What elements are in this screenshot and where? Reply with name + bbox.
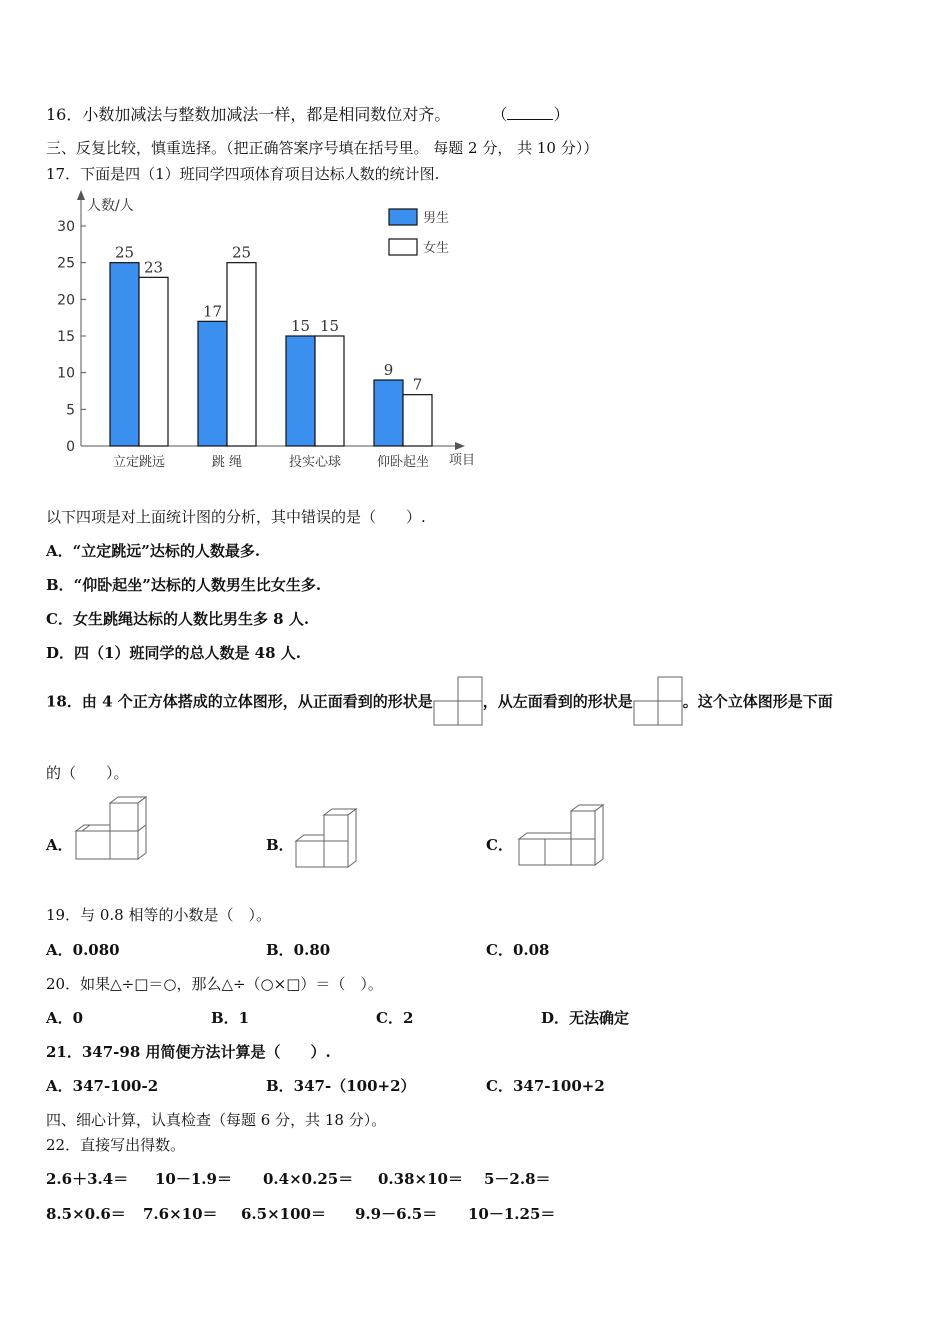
- bar-男生: [286, 336, 315, 446]
- bar-男生: [110, 263, 139, 446]
- q21-stem: 21．347-98 用简便方法计算是（ ）.: [46, 1043, 331, 1061]
- bar-value-label: 15: [319, 317, 340, 335]
- calc-item[interactable]: 5－2.8＝: [484, 1170, 551, 1188]
- x-tick-label: 立定跳远: [112, 455, 166, 470]
- bar-value-label: 15: [290, 317, 311, 335]
- bar-value-label: 9: [383, 361, 394, 379]
- legend-swatch-男生: [389, 209, 417, 225]
- left-view-figure: [633, 676, 683, 726]
- q20-stem: 20．如果△÷□＝○，那么△÷（○×□）＝（ ）。: [46, 975, 383, 993]
- y-tick-label: 25: [57, 255, 75, 272]
- calc-item[interactable]: 10－1.9＝: [155, 1170, 232, 1188]
- q17-option-d[interactable]: D．四（1）班同学的总人数是 48 人.: [46, 644, 301, 662]
- x-tick-label: 跳 绳: [211, 455, 243, 470]
- bar-value-label: 7: [412, 375, 423, 394]
- q19-option-c[interactable]: C．0.08: [486, 941, 550, 959]
- q21-option-c[interactable]: C．347-100+2: [486, 1077, 605, 1095]
- bar-女生: [139, 277, 168, 446]
- x-axis-label: 项目: [449, 453, 476, 468]
- x-axis-arrow: [455, 442, 465, 450]
- q17-question: 以下四项是对上面统计图的分析，其中错误的是（ ）.: [46, 508, 426, 526]
- bar-value-label: 25: [231, 243, 252, 262]
- calc-item[interactable]: 10－1.25＝: [468, 1205, 556, 1223]
- x-tick-label: 投实心球: [288, 455, 342, 470]
- y-tick-label: 5: [66, 402, 75, 419]
- legend-swatch-女生: [389, 239, 417, 255]
- legend-label: 女生: [423, 241, 450, 256]
- question-16: [46, 102, 570, 125]
- y-tick-label: 15: [57, 329, 75, 345]
- q16-answer-paren: （ ）: [491, 105, 570, 124]
- calc-item[interactable]: 0.38×10＝: [378, 1170, 463, 1188]
- q20-option-b[interactable]: B．1: [211, 1009, 250, 1027]
- q21-option-a[interactable]: A．347-100-2: [46, 1077, 159, 1095]
- calc-item[interactable]: 9.9－6.5＝: [355, 1205, 438, 1223]
- q18-option-c[interactable]: C．: [486, 836, 513, 854]
- q17-option-b[interactable]: B．“仰卧起坐”达标的人数男生比女生多.: [46, 576, 322, 594]
- y-axis-arrow: [77, 190, 85, 200]
- q21-option-b[interactable]: B．347-（100+2）: [266, 1077, 416, 1095]
- calc-item[interactable]: 6.5×100＝: [241, 1205, 326, 1223]
- bar-男生: [374, 380, 403, 446]
- q18-part3: 。这个立体图形是下面: [682, 692, 833, 711]
- q20-option-d[interactable]: D．无法确定: [541, 1009, 630, 1027]
- q18-option-a[interactable]: A．: [46, 836, 73, 854]
- x-tick-label: 仰卧起坐: [376, 455, 430, 470]
- y-axis-label: 人数/人: [87, 198, 134, 214]
- q20-option-c[interactable]: C．2: [376, 1009, 414, 1027]
- bar-value-label: 25: [114, 243, 135, 262]
- legend-label: 男生: [423, 211, 450, 226]
- q20-option-a[interactable]: A．0: [46, 1009, 84, 1027]
- y-tick-label: 20: [57, 292, 75, 309]
- bar-女生: [227, 263, 256, 446]
- q19-option-b[interactable]: B．0.80: [266, 941, 331, 959]
- bar-value-label: 17: [202, 302, 223, 321]
- q18-stem: [46, 676, 833, 726]
- q17-option-a[interactable]: A．“立定跳远”达标的人数最多.: [46, 542, 261, 560]
- section-3-heading: 三、反复比较，慎重选择。（把正确答案序号填在括号里。 每题 2 分， 共 10 分））: [46, 139, 599, 157]
- calc-item[interactable]: 7.6×10＝: [143, 1205, 218, 1223]
- q18-line2: 的（ ）。: [46, 764, 129, 782]
- cube-figure-a[interactable]: [74, 795, 150, 865]
- y-tick-label: 30: [57, 219, 75, 235]
- bar-chart: [45, 188, 495, 478]
- q22-stem: 22．直接写出得数。: [46, 1136, 186, 1154]
- bar-男生: [198, 321, 227, 446]
- y-tick-label: 0: [66, 439, 75, 455]
- calc-item[interactable]: 2.6＋3.4＝: [46, 1170, 129, 1188]
- q16-text: 16．小数加减法与整数加减法一样，都是相同数位对齐。: [46, 105, 451, 124]
- q18-option-b[interactable]: B．: [266, 836, 294, 854]
- q19-stem: 19．与 0.8 相等的小数是（ ）。: [46, 906, 271, 924]
- q17-option-c[interactable]: C．女生跳绳达标的人数比男生多 8 人.: [46, 610, 310, 628]
- q19-option-a[interactable]: A．0.080: [46, 941, 120, 959]
- calc-item[interactable]: 8.5×0.6＝: [46, 1205, 126, 1223]
- y-tick-label: 10: [57, 365, 75, 382]
- bar-女生: [315, 336, 344, 446]
- section-4-heading: 四、细心计算，认真检查（每题 6 分，共 18 分）。: [46, 1111, 387, 1129]
- q18-part2: ，从左面看到的形状是: [482, 692, 633, 711]
- bar-女生: [403, 395, 432, 446]
- q16-blank[interactable]: [507, 105, 553, 120]
- calc-item[interactable]: 0.4×0.25＝: [263, 1170, 354, 1188]
- bar-value-label: 23: [143, 258, 164, 277]
- front-view-figure: [433, 676, 483, 726]
- q17-stem: 17．下面是四（1）班同学四项体育项目达标人数的统计图.: [46, 165, 440, 183]
- q18-part1: 18．由 4 个正方体搭成的立体图形，从正面看到的形状是: [46, 692, 433, 711]
